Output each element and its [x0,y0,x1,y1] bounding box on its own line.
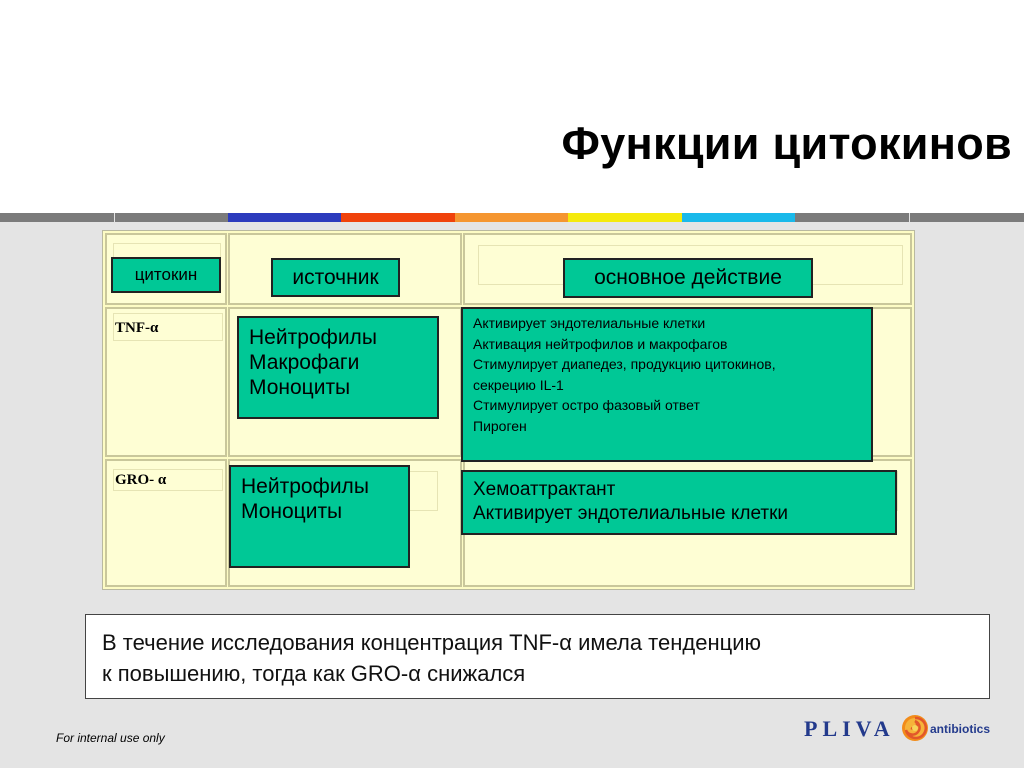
tnf-action-item: Активирует эндотелиальные клетки [473,315,706,331]
logo-brand: PLIVA [804,716,895,741]
gro-action-item: Хемоаттрактант [473,479,616,500]
header-action: основное действие [563,258,813,298]
summary-note [85,614,990,699]
tnf-source-item: Нейтрофилы [249,326,377,349]
title-area [0,0,1024,213]
stripe-segment [682,213,795,222]
slide-title: Функции цитокинов [561,118,1012,169]
gro-source-item: Моноциты [241,500,343,523]
row-label-gro: GRO- α [115,472,167,488]
footer-disclaimer: For internal use only [56,731,165,745]
gro-source-item: Нейтрофилы [241,475,369,498]
row-label-tnf: TNF-α [115,320,159,336]
stripe-segment [0,213,114,222]
tnf-sources-box [237,316,439,419]
tnf-action-item: Пироген [473,417,527,434]
stripe-segment [455,213,568,222]
gro-actions-box [461,470,897,535]
gro-action-item: Активирует эндотелиальные клетки [473,503,789,524]
stripe-segment [795,213,909,222]
note-line: В течение исследования концентрация TNF-α имела тенденцию [102,630,762,655]
tnf-action-item: Стимулирует остро фазовый ответ [473,397,700,413]
note-line: к повышению, тогда как GRO-α снижался [102,661,526,686]
gro-sources-box [229,465,410,568]
header-cytokine: цитокин [111,257,221,293]
tnf-action-item: секрецию IL-1 [473,376,564,393]
cytokine-table [102,230,915,590]
stripe-segment [910,213,1024,222]
tnf-action-item: Активация нейтрофилов и макрофагов [473,335,728,352]
color-stripe [0,213,1024,222]
header-source: источник [271,258,400,297]
tnf-action-item: Стимулирует диапедез, продукцию цитокинов, [473,356,776,372]
stripe-segment [115,213,228,222]
tnf-source-item: Моноциты [249,376,351,399]
tnf-source-item: Макрофаги [249,351,360,374]
stripe-segment [341,213,455,222]
stripe-segment [228,213,341,222]
logo-subtitle: antibiotics [930,722,991,736]
spiral-icon [900,710,930,751]
stripe-segment [568,213,682,222]
tnf-actions-box [461,307,873,462]
pliva-logo [804,708,1004,752]
